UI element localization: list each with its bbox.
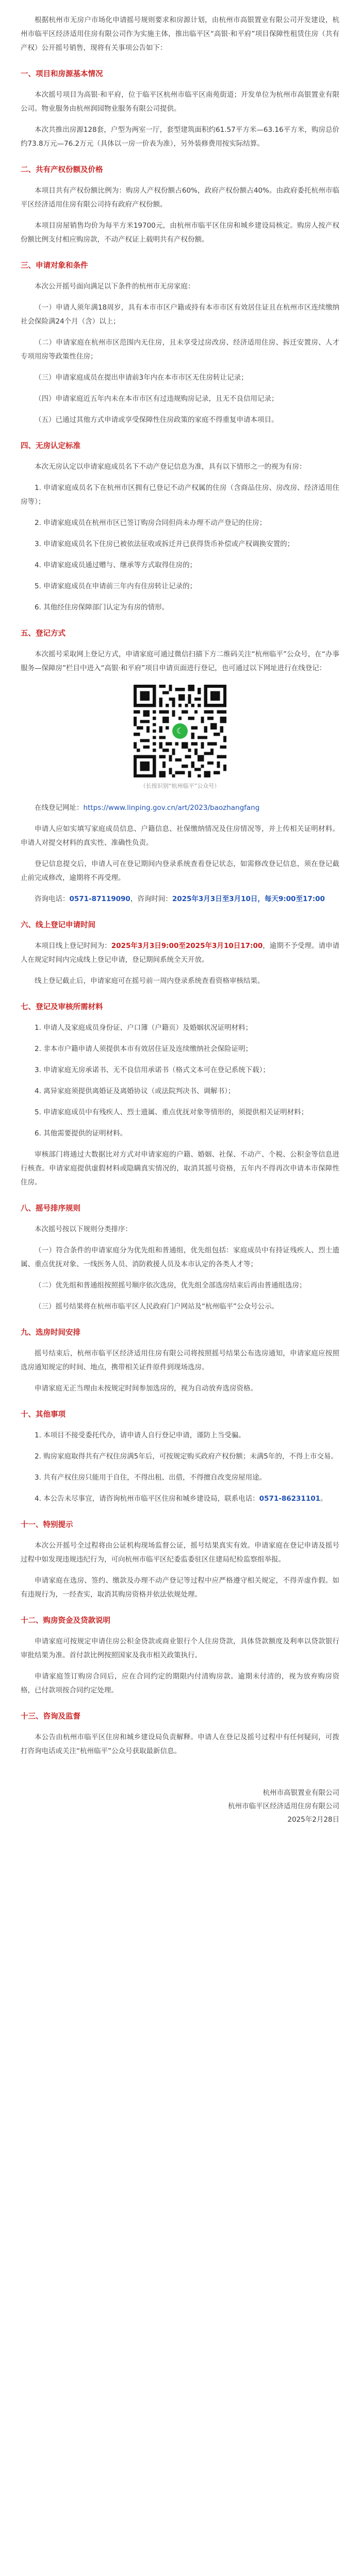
paragraph: 1. 本项目不接受委托代办，请申请人自行登记申请，谨防上当受骗。 — [35, 1431, 246, 1439]
section-title-8: 八、摇号排序规则 — [21, 1205, 80, 1213]
paragraph — [21, 801, 339, 815]
paragraph: 登记信息提交后，申请人可在登记期间内登录系统查看登记状态，如需修改登记信息，须在登记截止前完成修改，逾期将不再受理。 — [21, 860, 339, 882]
consult-phone[interactable]: 0571-87119090 — [69, 895, 130, 903]
section-title-11: 十一、特别提示 — [21, 1521, 73, 1529]
section-title-5: 五、登记方式 — [21, 630, 66, 638]
paragraph: 本次无房认定以申请家庭成员名下不动产登记信息为准，具有以下情形之一的视为有房： — [35, 463, 306, 471]
section-title-2: 二、共有产权份额及价格 — [21, 166, 103, 174]
paragraph: 3. 共有产权住房只能用于自住，不得出租、出借，不得擅自改变房屋用途。 — [35, 1473, 267, 1482]
paragraph: 5. 申请家庭成员中有残疾人、烈士遗属、重点优抚对象等情形的，须提供相关证明材料； — [35, 1108, 308, 1116]
registration-link[interactable]: https://www.linping.gov.cn/art/2023/baozhangfang — [83, 804, 260, 812]
paragraph: 5. 申请家庭成员在申请前三年内有住房转让记录的； — [35, 582, 197, 590]
section-title-13: 十三、咨询及监督 — [21, 1713, 80, 1721]
paragraph: 申请家庭在选房、签约、缴款及办理不动产登记等过程中应严格遵守相关规定，不得弄虚作假。如有违规行为，一经查实，取消其购房资格并依法依规处理。 — [21, 1577, 339, 1599]
paragraph: 1. 申请家庭成员名下在杭州市区拥有已登记不动产权属的住房（含商品住房、房改房、经济适用住房等）； — [21, 484, 339, 506]
consult-time: 2025年3月3日至3月10日，每天9:00至17:00 — [172, 895, 325, 903]
wechat-logo-icon — [171, 722, 189, 740]
paragraph: 审核部门将通过大数据比对方式对申请家庭的户籍、婚姻、社保、不动产、个税、公积金等信息进行核查。申请家庭提供虚假材料或隐瞒真实情况的，取消其摇号资格，五年内不得再次申请本市保障性住房。 — [21, 1150, 339, 1187]
paragraph — [21, 939, 339, 967]
paragraph: 4. 离异家庭须提供离婚证及离婚协议（或法院判决书、调解书）； — [35, 1087, 235, 1095]
section-title-9: 九、选房时间安排 — [21, 1329, 80, 1337]
paragraph: 本项目共有产权份额比例为：购房人产权份额占60%，政府产权份额占40%。由政府委托杭州市临平区经济适用住房有限公司持有政府产权份额。 — [21, 187, 339, 209]
paragraph: 申请家庭签订购房合同后，应在合同约定的期限内付清购房款。逾期未付清的，视为放弃购房资格，已付款项按合同约定处理。 — [21, 1672, 339, 1694]
paragraph: 申请家庭可按规定申请住房公积金贷款或商业银行个人住房贷款，具体贷款额度及利率以贷款银行审批结果为准。首付款比例按照国家及我市相关政策执行。 — [21, 1637, 339, 1659]
paragraph: 本次共推出房源128套，户型为两室一厅，套型建筑面积约61.57平方米—63.16平方米，购房总价约73.8万元—76.2万元（具体以一房一价表为准），另外装修费用按实际结算。 — [21, 126, 339, 148]
paragraph: 2. 申请家庭成员在杭州市区已签订购房合同但尚未办理不动产登记的住房； — [35, 519, 267, 527]
paragraph: 3. 申请家庭无房承诺书、无不良信用承诺书（格式文本可在登记系统下载）； — [35, 1066, 270, 1074]
paragraph: （三）申请家庭成员在提出申请前3年内在本市市区无住房转让记录； — [35, 374, 248, 382]
contact-phone[interactable]: 0571-86231101 — [259, 1495, 320, 1503]
paragraph: （一）申请人须年满18周岁，具有本市市区户籍或持有本市市区有效居住证且在杭州市区连续缴纳社会保险满24个月（含）以上； — [21, 303, 339, 326]
paragraph: 申请家庭无正当理由未按规定时间参加选房的，视为自动放弃选房资格。 — [35, 1384, 257, 1393]
paragraph: 本次摇号采取网上登记方式，申请家庭可通过微信扫描下方二维码关注“杭州临平”公众号，在“办事服务—保障房”栏目中进入“高银·和平府”项目申请页面进行登记，也可通过以下网址进行在线登记： — [21, 650, 339, 672]
qr-caption: （长按识别“杭州临平”公众号） — [140, 783, 220, 789]
paragraph: 2. 购房家庭取得共有产权住房满5年后，可按规定购买政府产权份额；未满5年的，不得上市交易。 — [35, 1452, 338, 1461]
paragraph: 6. 其他需要提供的证明材料。 — [35, 1129, 127, 1138]
signature-date: 2025年2月28日 — [287, 1816, 339, 1824]
contact-label: 4. 本公告未尽事宜，请咨询杭州市临平区住房和城乡建设局，联系电话： — [35, 1495, 259, 1503]
section-title-3: 三、申请对象和条件 — [21, 262, 88, 270]
paragraph: （五）已通过其他方式申请或享受保障性住房政策的家庭不得重复申请本项目。 — [35, 416, 279, 424]
paragraph: 线上登记截止后，申请家庭可在摇号前一周内登录系统查看资格审核结果。 — [35, 977, 265, 985]
signature-company: 杭州市高银置业有限公司 — [263, 1789, 339, 1797]
qr-code-block — [21, 685, 339, 790]
intro-paragraph: 根据杭州市无房户市场化申请摇号规则要求和房源计划，由杭州市高银置业有限公司开发建设，杭州市临平区经济适用住房有限公司作为实施主体，推出临平区“高银·和平府”项目保障性租赁住房（共有产权）公开摇号销售，现将有关事项公告如下： — [21, 16, 339, 52]
punctuation: 。 — [320, 1495, 328, 1503]
paragraph: 6. 其他经住房保障部门认定为有房的情形。 — [35, 603, 169, 612]
paragraph: （四）申请家庭近五年内未在本市市区有过违规购房记录，且无不良信用记录； — [35, 395, 279, 403]
period-label: 本项目线上登记时间为： — [35, 942, 111, 950]
url-label: 在线登记网址： — [35, 804, 84, 812]
paragraph: （三）摇号结果将在杭州市临平区人民政府门户网站及“杭州临平”公众号公示。 — [35, 1302, 279, 1311]
phone-label: 咨询电话： — [35, 895, 70, 903]
paragraph: （一）符合条件的申请家庭分为优先组和普通组，优先组包括：家庭成员中有持证残疾人、烈士遗属、重点优抚对象、一线医务人员、消防救援人员及本市认定的各类人才等； — [21, 1246, 339, 1268]
period-note: ，逾期不予受理。请申请人在规定时间内完成线上登记申请，登记期间系统全天开放。 — [21, 942, 340, 964]
paragraph: （二）优先组和普通组按照摇号顺序依次选房，优先组全部选房结束后再由普通组选房； — [35, 1281, 306, 1290]
paragraph: 2. 非本市户籍申请人须提供本市有效居住证及连续缴纳社会保险证明； — [35, 1045, 253, 1053]
paragraph: 摇号结束后，杭州市临平区经济适用住房有限公司将按照摇号结果公布选房通知，申请家庭应按照选房通知规定的时间、地点，携带相关证件原件到现场选房。 — [21, 1349, 339, 1371]
moon-icon: ☾ — [172, 723, 188, 739]
paragraph: 本次公开摇号面向满足以下条件的杭州市无房家庭： — [35, 282, 195, 291]
qr-code-image[interactable] — [134, 685, 226, 777]
paragraph: 本项目房屋销售均价为每平方米19700元，由杭州市临平区住房和城乡建设局核定。购房人按产权份额比例支付相应购房款，不动产权证上载明共有产权份额。 — [21, 222, 339, 244]
section-title-6: 六、线上登记申请时间 — [21, 921, 95, 929]
paragraph: 1. 申请人及家庭成员身份证、户口簿（户籍页）及婚姻状况证明材料； — [35, 1024, 253, 1032]
signature-org: 杭州市临平区经济适用住房有限公司 — [228, 1802, 339, 1810]
section-title-1: 一、项目和房源基本情况 — [21, 70, 103, 78]
registration-period: 2025年3月3日9:00至2025年3月10日17:00 — [111, 942, 263, 950]
section-title-4: 四、无房认定标准 — [21, 442, 80, 450]
paragraph: （二）申请家庭在杭州市区范围内无住房，且未享受过房改房、经济适用住房、拆迁安置房、人才专项用房等政策性住房； — [21, 338, 339, 361]
paragraph: 本公告由杭州市临平区住房和城乡建设局负责解释。申请人在登记及摇号过程中有任何疑问，可拨打咨询电话或关注“杭州临平”公众号获取最新信息。 — [21, 1733, 339, 1755]
time-label: ，咨询时间： — [130, 895, 172, 903]
section-title-10: 十、其他事项 — [21, 1411, 66, 1419]
paragraph — [21, 1492, 339, 1506]
paragraph — [21, 892, 339, 906]
paragraph: 本次公开摇号全过程将由公证机构现场监督公证，摇号结果真实有效。申请家庭在登记申请及摇号过程中如发现违规违纪行为，可向杭州市临平区纪委监委驻区住建局纪检监察组举报。 — [21, 1541, 339, 1564]
paragraph: 4. 申请家庭成员通过赠与、继承等方式取得住房的； — [35, 561, 197, 569]
paragraph: 本次摇号按以下规则分类排序： — [35, 1225, 132, 1233]
paragraph: 申请人应如实填写家庭成员信息、户籍信息、社保缴纳情况及住房情况等，并上传相关证明材料。申请人对提交材料的真实性、准确性负责。 — [21, 825, 339, 847]
paragraph: 3. 申请家庭成员名下住房已被依法征收或拆迁并已获得货币补偿或产权调换安置的； — [35, 540, 294, 548]
paragraph: 本次摇号项目为高银·和平府，位于临平区杭州市临平区南苑街道；开发单位为杭州市高银置业有限公司。物业服务由杭州润园物业服务有限公司提供。 — [21, 91, 339, 113]
section-title-12: 十二、购房资金及贷款说明 — [21, 1617, 110, 1625]
section-title-7: 七、登记及审核所需材料 — [21, 1003, 103, 1011]
